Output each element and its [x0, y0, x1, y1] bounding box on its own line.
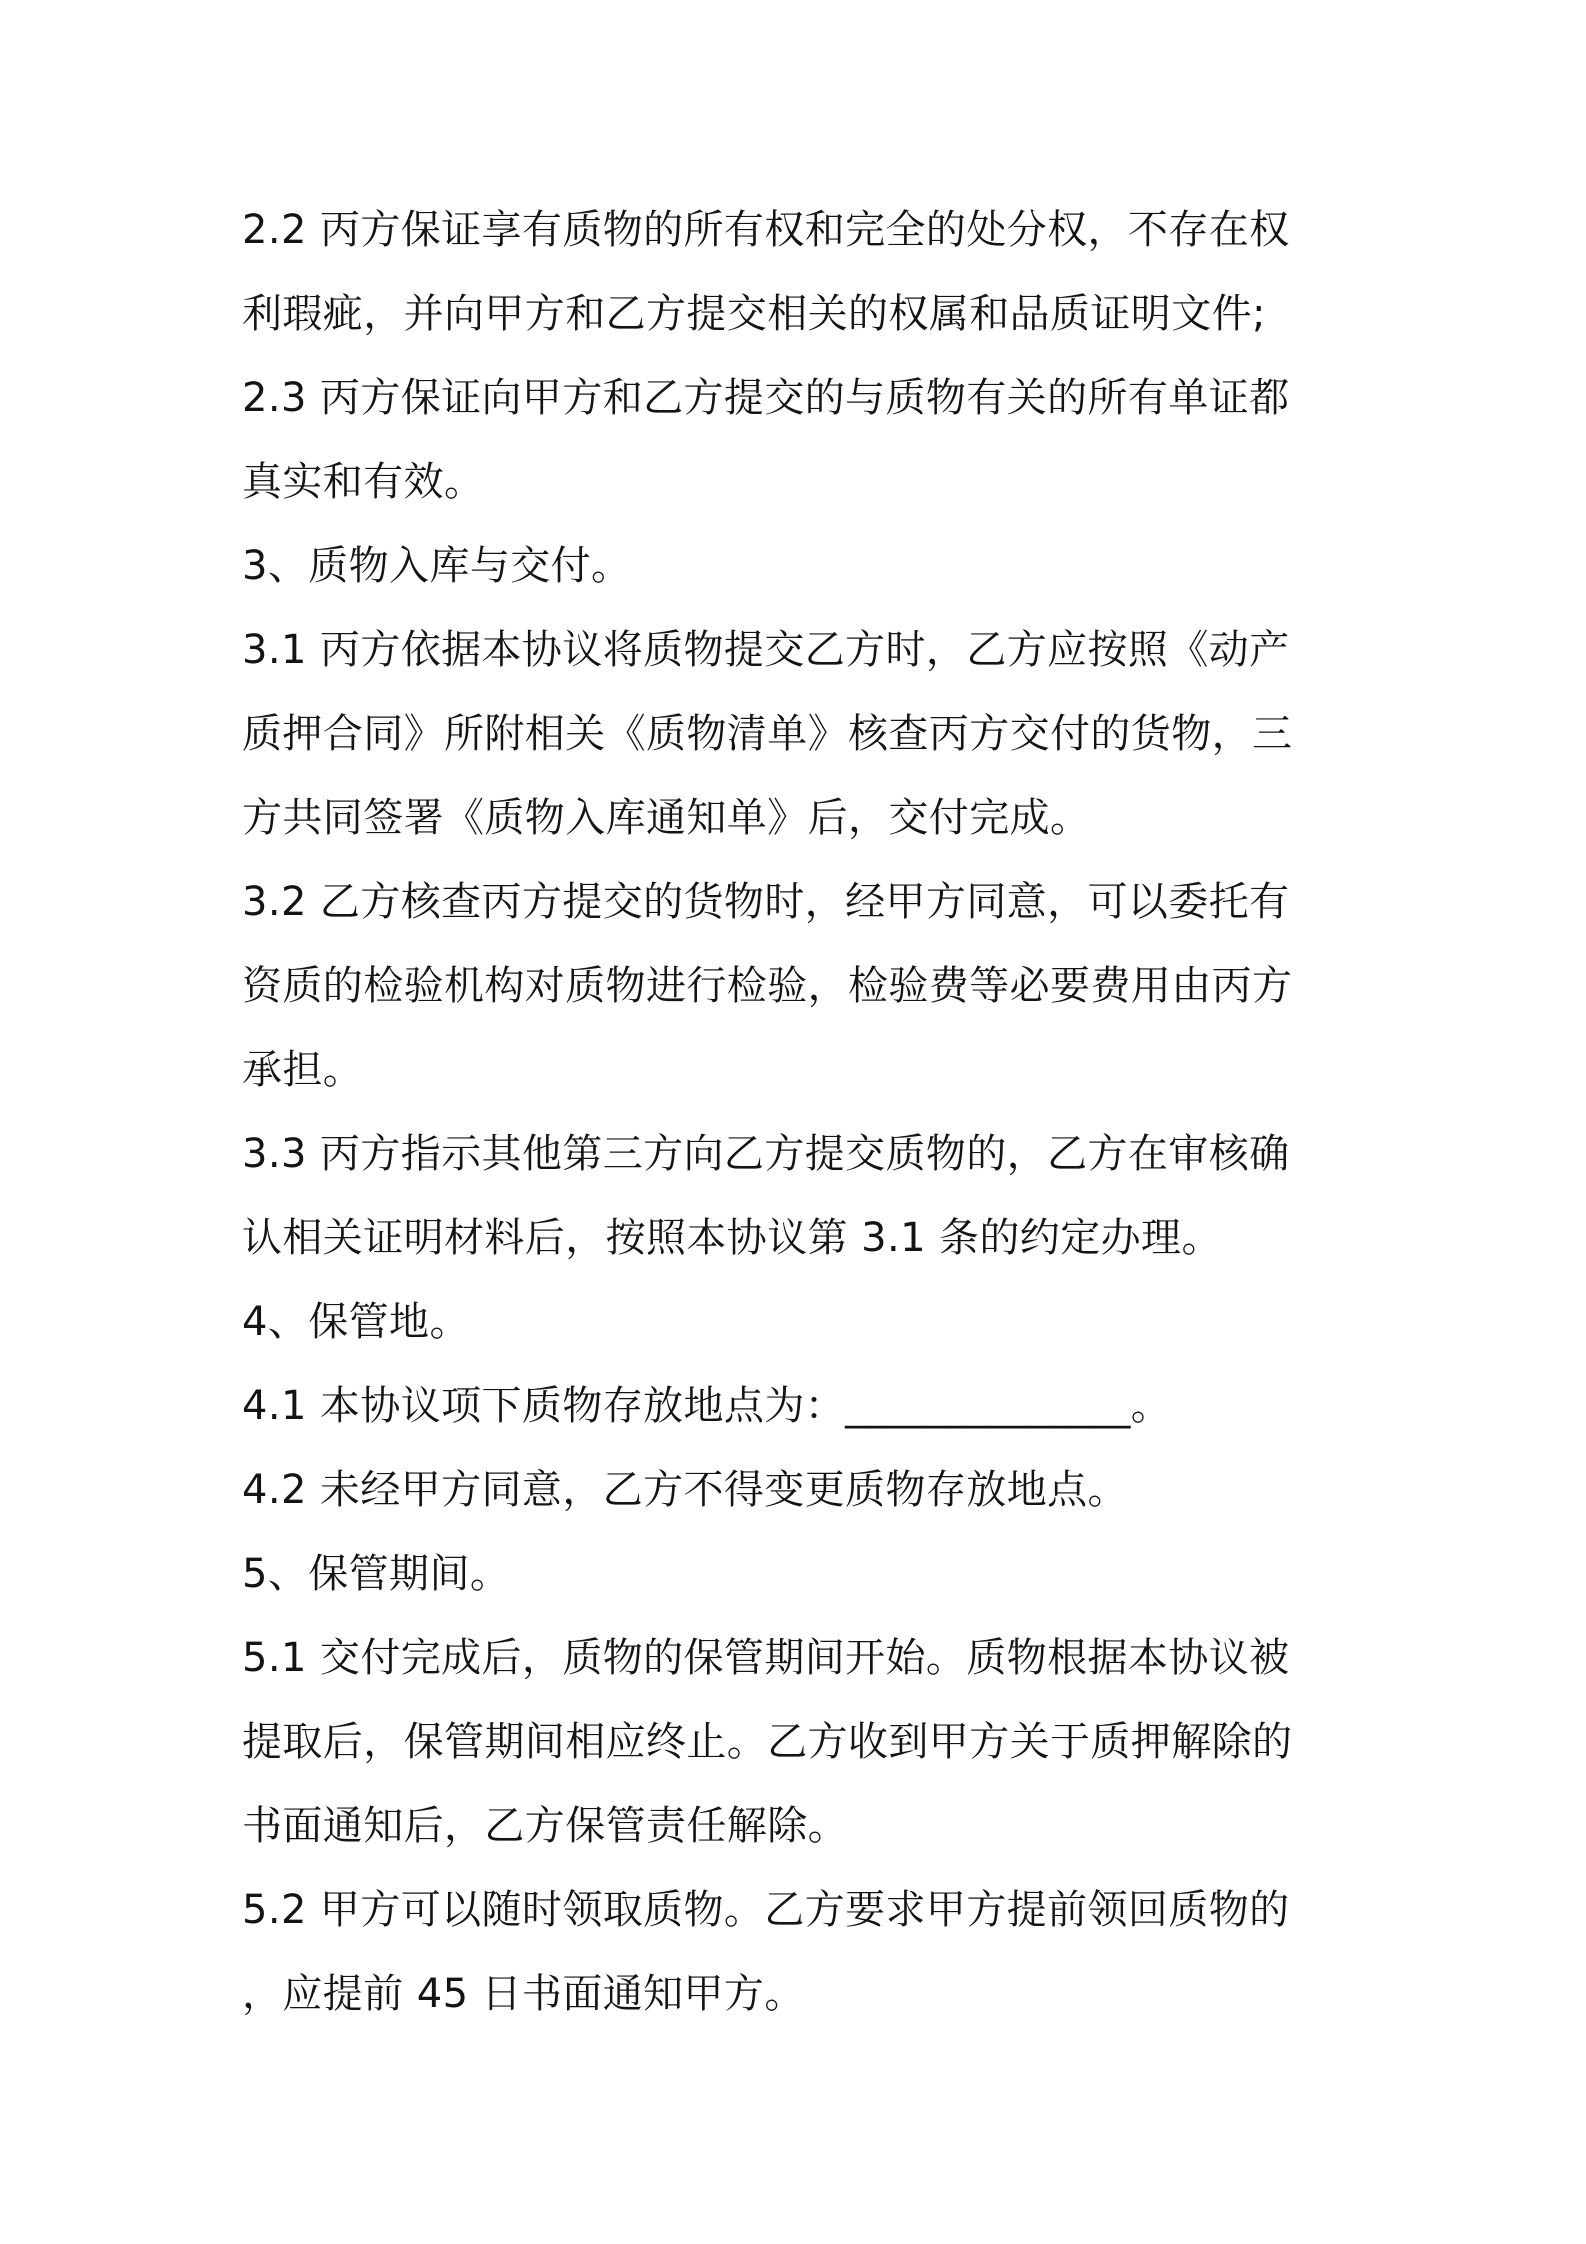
text-line: 方共同签署《质物入库通知单》后，交付完成。	[242, 795, 1091, 841]
text-line: 5.1 交付完成后，质物的保管期间开始。质物根据本协议被	[242, 1635, 1290, 1681]
section-heading: 4、保管地。	[242, 1299, 470, 1345]
document-body	[242, 188, 1362, 2036]
text-line: 认相关证明材料后，按照本协议第 3.1 条的约定办理。	[242, 1215, 1222, 1261]
text-line: 真实和有效。	[242, 459, 485, 505]
text-line: 2.2 丙方保证享有质物的所有权和完全的处分权，不存在权	[242, 207, 1290, 253]
text-line: 资质的检验机构对质物进行检验，检验费等必要费用由丙方	[242, 963, 1293, 1009]
text-line: 提取后，保管期间相应终止。乙方收到甲方关于质押解除的	[242, 1719, 1293, 1765]
text-line: 4.2 未经甲方同意，乙方不得变更质物存放地点。	[242, 1467, 1128, 1513]
text-line: 质押合同》所附相关《质物清单》核查丙方交付的货物，三	[242, 711, 1293, 757]
text-line: 承担。	[242, 1047, 364, 1093]
text-line: 3.1 丙方依据本协议将质物提交乙方时，乙方应按照《动产	[242, 627, 1290, 673]
text-line: 书面通知后，乙方保管责任解除。	[242, 1803, 848, 1849]
text-line: ，应提前 45 日书面通知甲方。	[242, 1971, 805, 2017]
text-line: 5.2 甲方可以随时领取质物。乙方要求甲方提前领回质物的	[242, 1887, 1290, 1933]
section-heading: 5、保管期间。	[242, 1551, 511, 1597]
text-line: 利瑕疵，并向甲方和乙方提交相关的权属和品质证明文件;	[242, 291, 1266, 337]
text-line: 4.1 本协议项下质物存放地点为：______________。	[242, 1383, 1172, 1429]
section-heading: 3、质物入库与交付。	[242, 543, 632, 589]
text-line: 3.2 乙方核查丙方提交的货物时，经甲方同意，可以委托有	[242, 879, 1290, 925]
text-line: 3.3 丙方指示其他第三方向乙方提交质物的，乙方在审核确	[242, 1131, 1290, 1177]
text-line: 2.3 丙方保证向甲方和乙方提交的与质物有关的所有单证都	[242, 375, 1290, 421]
